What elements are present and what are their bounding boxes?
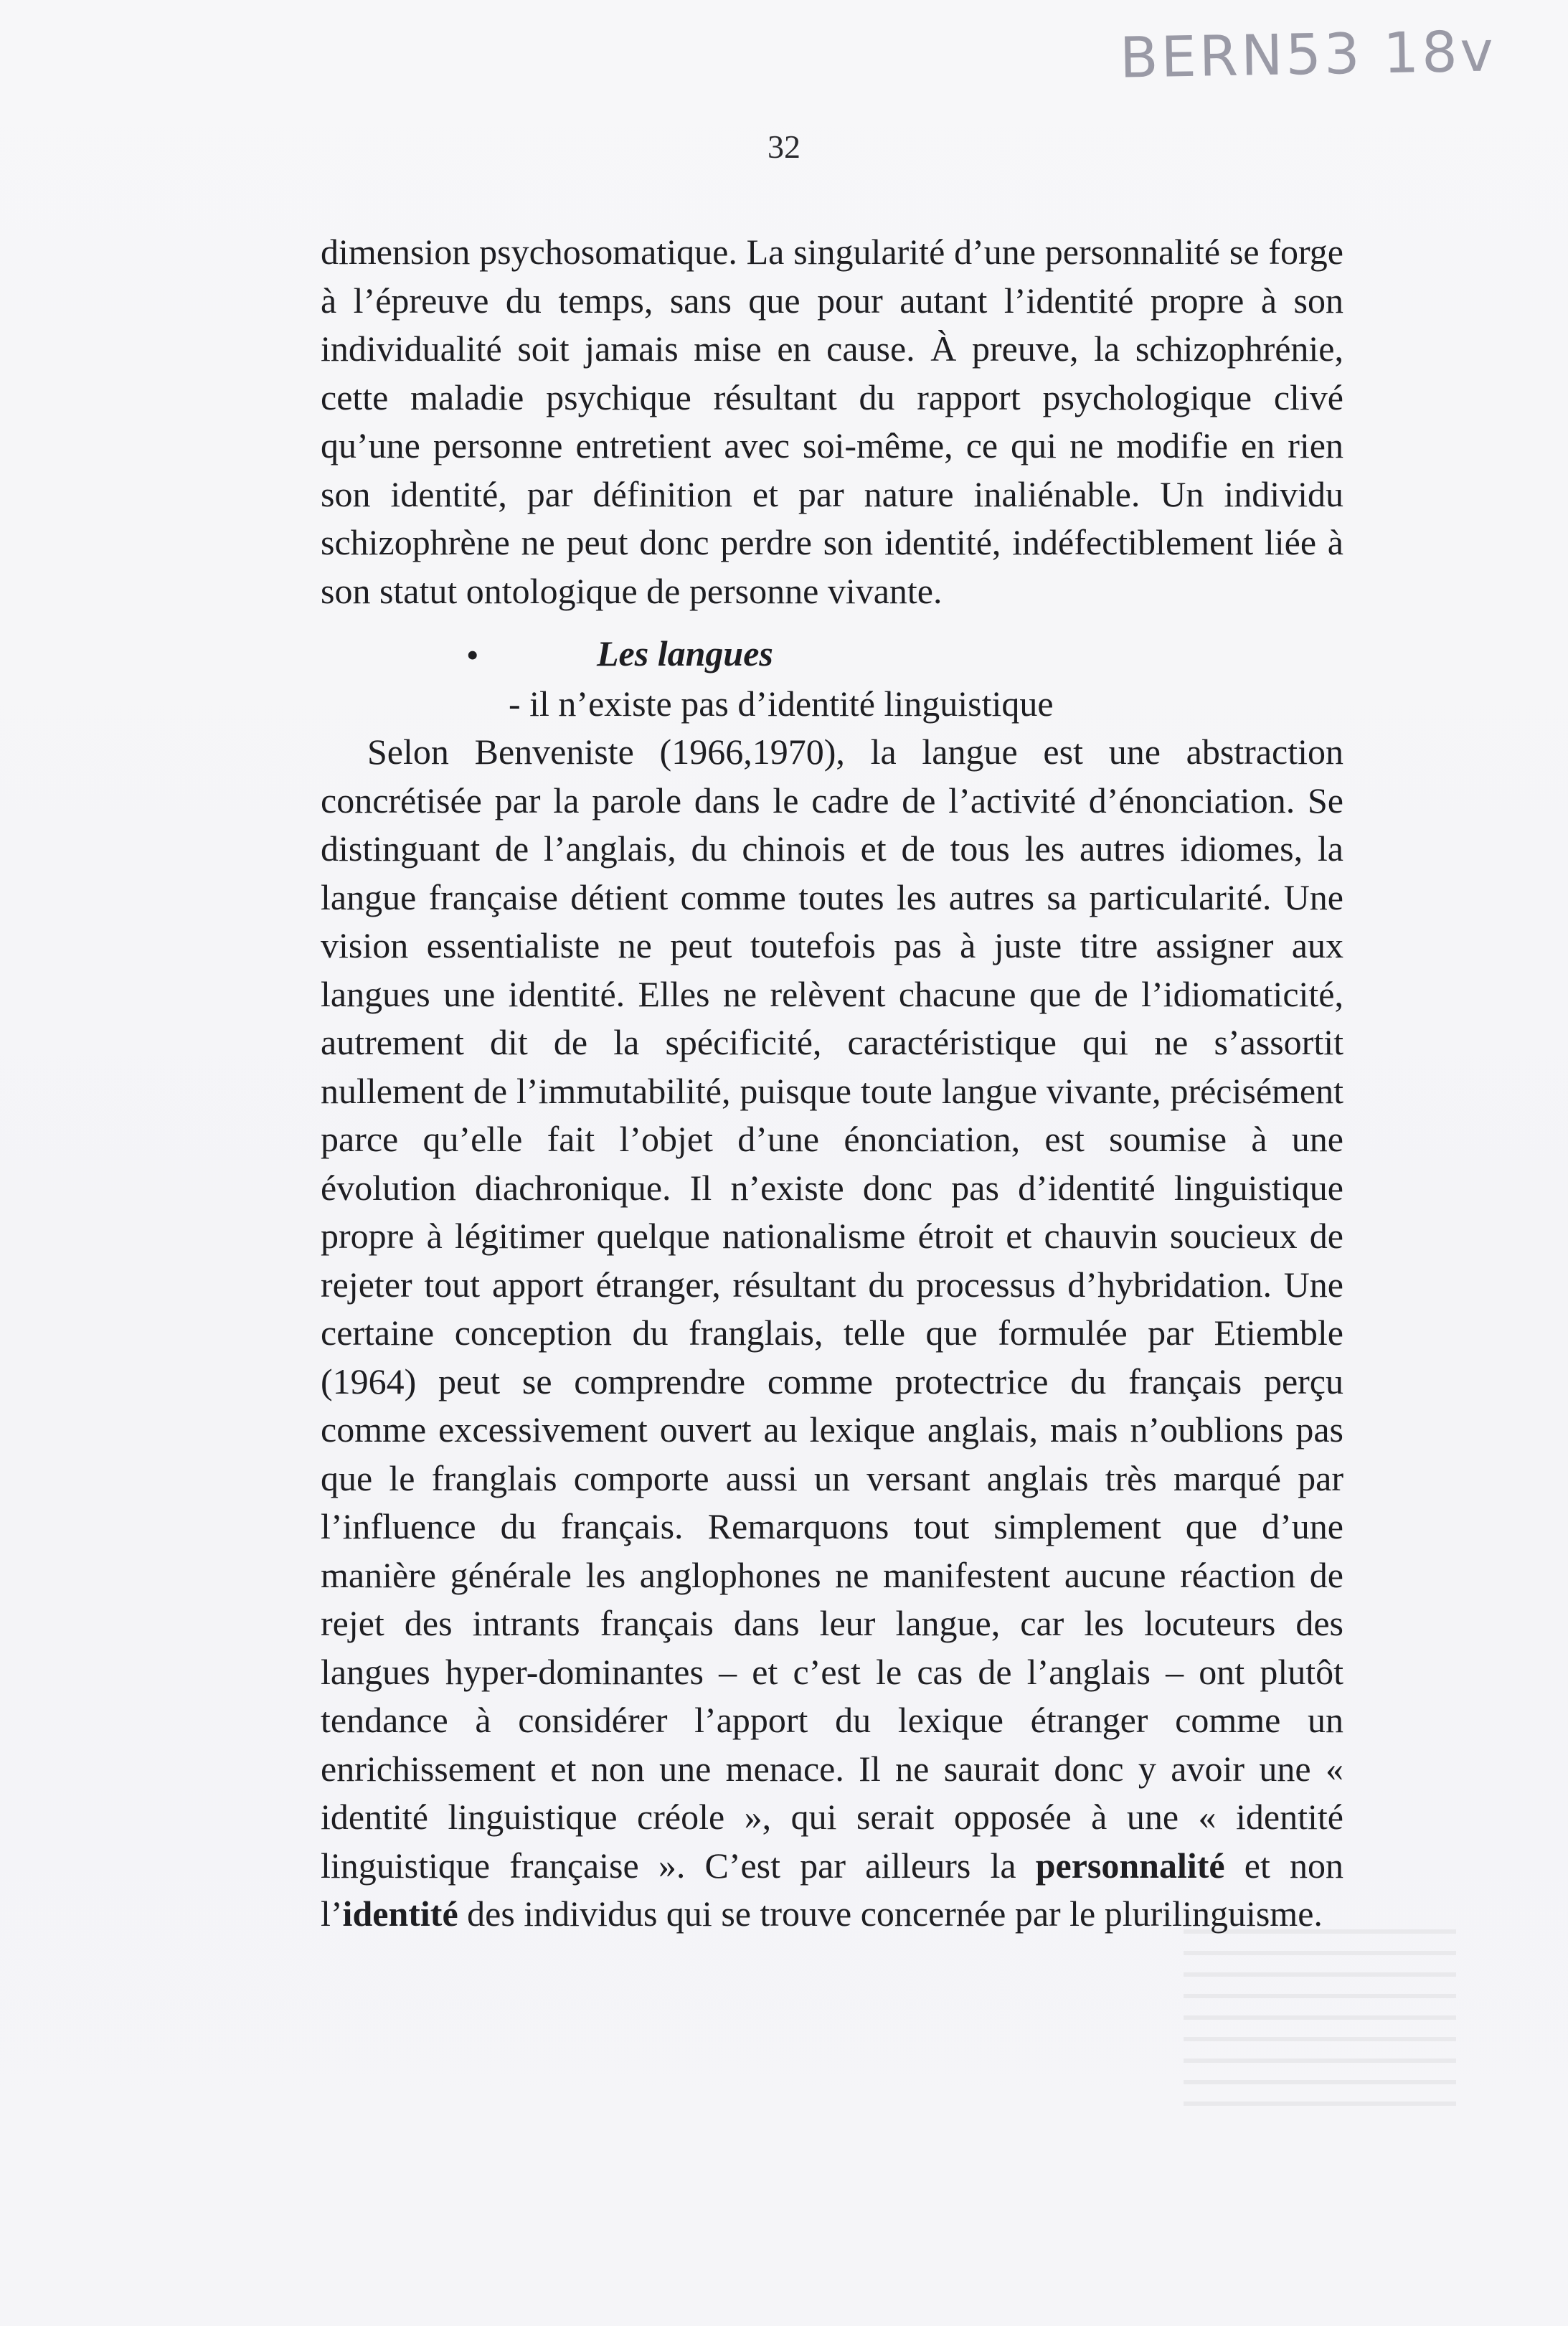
bold-term-identite: identité <box>342 1894 458 1934</box>
paragraph-langues-text: Selon Benveniste (1966,1970), la langue est une abstraction concrétisée par la parole dans le cadre de l’activité d’énonciation. Se distinguant de l’anglais, du chinois et de tous les autres idiomes, la langue française détient comme toutes les autres sa particularité. Une vision essentialiste ne peut toutefois pas à juste titre assigner aux langues une identité. Elles ne relèvent chacune que de l’idiomaticité, autrement dit de la spécificité, caractéristique qui ne s’assortit nullement de l’immutabilité, puisque toute langue vivante, précisément parce qu’elle fait l’objet d’une énonciation, est soumise à une évolution diachronique. Il n’existe donc pas d’identité linguistique propre à légitimer quelque nationalisme étroit et chauvin soucieux de rejeter tout apport étranger, résultant du processus d’hybridation. Une certaine conception du franglais, telle que formulée par Etiemble (1964) peut se comprendre comme protectrice du français perçu comme excessivement ouvert au lexique anglais, mais n’oublions pas que le franglais comporte aussi un versant anglais très marqué par l’influence du français. Remarquons tout simplement que d’une manière générale les anglophones ne manifestent aucune réaction de rejet des intrants français dans leur langue, car les locuteurs des langues hyper-dominantes – et c’est le cas de l’anglais – ont plutôt tendance à considérer l’apport du lexique étranger comme un enrichissement et non une menace. Il ne saurait donc y avoir une « identité linguistique créole », qui serait opposée à une « identité linguistique française ». C’est par ailleurs la <box>321 732 1343 1886</box>
section-subheading: - il n’existe pas d’identité linguistique <box>509 684 1054 724</box>
section-title: Les langues <box>597 633 773 673</box>
handwritten-annotation: BERN53 18v <box>1119 19 1497 91</box>
body-text <box>321 228 1343 1939</box>
section-heading <box>321 630 1343 680</box>
bold-term-personnalite: personnalité <box>1035 1845 1225 1886</box>
paragraph-langues-end: des individus qui se trouve concernée par le plurilinguisme. <box>458 1894 1323 1934</box>
page-number: 32 <box>768 128 800 165</box>
paragraph-intro: dimension psychosomatique. La singularité d’une personnalité se forge à l’épreuve du temps, sans que pour autant l’identité propre à son individualité soit jamais mise en cause. À preuve, la schizophrénie, cette maladie psychique résultant du rapport psychologique clivé qu’une personne entretient avec soi-même, ce qui ne modifie en rien son identité, par définition et par nature inaliénable. Un individu schizophrène ne peut donc perdre son identité, indéfectiblement liée à son statut ontologique de personne vivante. <box>321 232 1343 611</box>
bullet-icon: • <box>466 635 479 675</box>
connector-text: et non l’ <box>321 1845 1344 1934</box>
bleed-through-footnote <box>1184 1929 1456 2109</box>
paragraph-langues <box>321 728 1343 1939</box>
